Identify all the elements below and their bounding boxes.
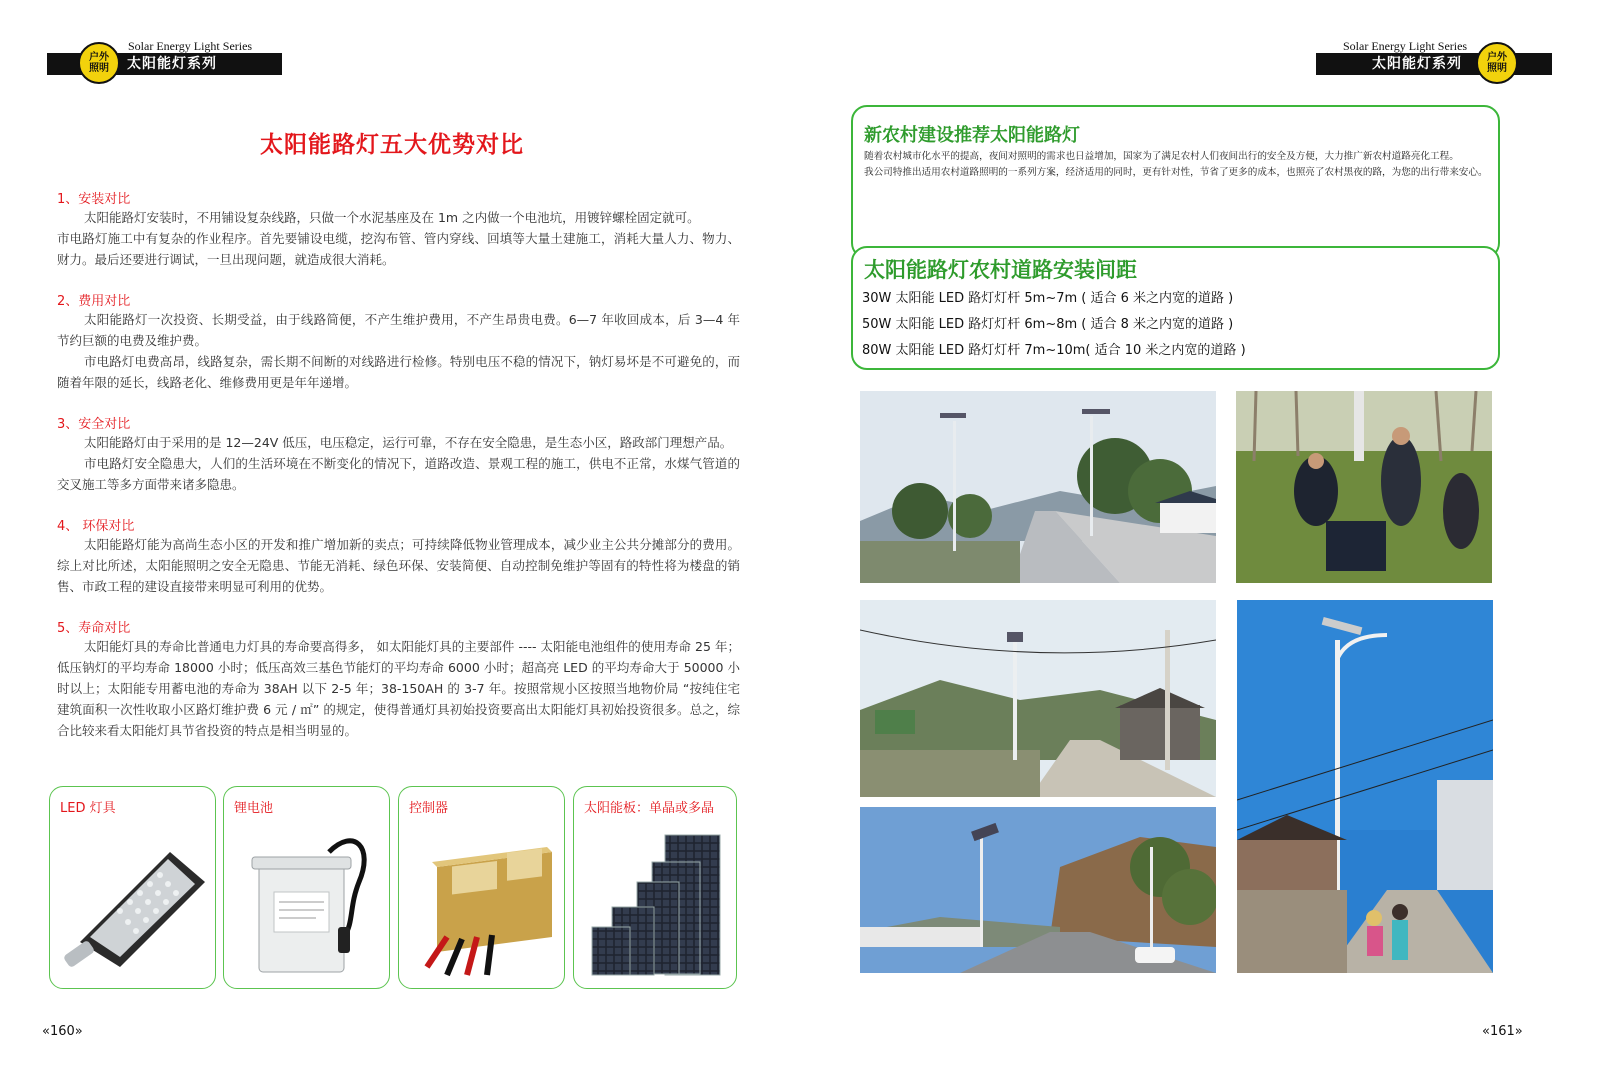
photo-workers-installing [1236, 391, 1492, 583]
logo-text: 户外照明 [89, 52, 109, 74]
section-cost [57, 290, 740, 393]
logo-badge-left [78, 42, 120, 84]
led-lamp-illustration [60, 827, 205, 977]
photo-rural-road-houses [860, 600, 1216, 797]
solar-panels-illustration [582, 827, 730, 977]
paragraph: 太阳能路灯能为高尚生态小区的开发和推广增加新的卖点；可持续降低物业管理成本，减少业主公共分摊部分的费用。综上对比所述，太阳能照明之安全无隐患、节能无消耗、绿色环保、安装简便、自动控制免维护等固有的特性将为楼盘的销售、市政工程的建设直接带来明显可利用的优势。 [57, 537, 740, 594]
section-install [57, 188, 740, 270]
install-spacing-box [851, 246, 1500, 370]
section-safety [57, 413, 740, 495]
photo-road-hills [860, 807, 1216, 973]
page-number-right: «161» [1482, 1024, 1523, 1039]
product-card-led-lamp [49, 786, 216, 989]
paragraph: 太阳能路灯安装时，不用铺设复杂线路，只做一个水泥基座及在 1m 之内做一个电池坑，用镀锌螺栓固定就可。 [84, 210, 700, 225]
rural-recommend-body [864, 149, 1492, 181]
spec-30w: 30W 太阳能 LED 路灯灯杆 5m~7m ( 适合 6 米之内宽的道路 ) [862, 291, 1234, 306]
product-label: 锂电池 [234, 801, 274, 816]
product-label: LED 灯具 [60, 801, 116, 816]
battery-illustration [234, 822, 379, 982]
paragraph: 太阳能路灯由于采用的是 12—24V 低压，电压稳定，运行可靠，不存在安全隐患，是生态小区，路政部门理想产品。 [84, 435, 733, 450]
paragraph: 随着农村城市化水平的提高，夜间对照明的需求也日益增加，国家为了满足农村人们夜间出行的安全及方便，大力推广新农村道路亮化工程。 [864, 151, 1459, 162]
advantages-content [57, 188, 740, 741]
rural-recommend-title: 新农村建设推荐太阳能路灯 [864, 125, 1080, 146]
logo-badge-right [1476, 42, 1518, 84]
spacing-spec-list [862, 286, 1246, 364]
page-number-left: «160» [42, 1024, 83, 1039]
product-label: 控制器 [409, 801, 449, 816]
section-heading: 3、安全对比 [57, 417, 131, 432]
header-series-cn-left: 太阳能灯系列 [127, 56, 217, 72]
controller-illustration [407, 827, 557, 977]
section-heading: 2、费用对比 [57, 294, 131, 309]
header-series-cn-right: 太阳能灯系列 [1372, 56, 1462, 72]
section-eco [57, 515, 740, 597]
product-card-controller [398, 786, 565, 989]
paragraph: 市电路灯电费高昂，线路复杂，需长期不间断的对线路进行检修。特别电压不稳的情况下，钠灯易坏是不可避免的，而随着年限的延长，线路老化、维修费用更是年年递增。 [57, 354, 740, 390]
logo-text: 户外照明 [1487, 52, 1507, 74]
product-card-lithium-battery [223, 786, 390, 989]
paragraph: 太阳能路灯一次投资、长期受益，由于线路简便，不产生维护费用，不产生昂贵电费。6—7 年收回成本，后 3—4 年节约巨额的电费及维护费。 [57, 312, 740, 348]
page-title: 太阳能路灯五大优势对比 [260, 132, 524, 158]
photo-village-road [860, 391, 1216, 583]
product-card-solar-panel [573, 786, 737, 989]
header-series-en-left: Solar Energy Light Series [128, 39, 253, 53]
install-spacing-title: 太阳能路灯农村道路安装间距 [864, 258, 1137, 282]
rural-recommend-box [851, 105, 1500, 259]
section-lifespan [57, 617, 740, 741]
spec-50w: 50W 太阳能 LED 路灯灯杆 6m~8m ( 适合 8 米之内宽的道路 ) [862, 317, 1234, 332]
header-series-en-right: Solar Energy Light Series [1343, 39, 1468, 53]
paragraph: 市电路灯施工中有复杂的作业程序。首先要铺设电缆，挖沟布管、管内穿线、回填等大量土建施工，消耗大量人力、物力、财力。最后还要进行调试，一旦出现问题，就造成很大消耗。 [57, 231, 740, 267]
paragraph: 我公司特推出适用农村道路照明的一系列方案，经济适用的同时，更有针对性，节省了更多的成本，也照亮了农村黑夜的路，为您的出行带来安心。 [864, 167, 1488, 178]
section-heading: 1、安装对比 [57, 192, 131, 207]
paragraph: 太阳能灯具的寿命比普通电力灯具的寿命要高得多， 如太阳能灯具的主要部件 ---- 太阳能电池组件的使用寿命 25 年；低压钠灯的平均寿命 18000 小时；低压高效三基色节能灯的平均寿命 6000 小时；超高亮 LED 的平均寿命大于 50000 小时以上；太阳能专用蓄电池的寿命为 38AH 以下 2-5 年；38-150AH 的 3-7 年。按照常规小区按照当地物价局 “按纯住宅建筑面积一次性收取小区路灯维护费 6 元 / ㎡” 的规定，使得普通灯具初始投资要高出太阳能灯具初始投资很多。总之，综合比较来看太阳能灯具节省投资的特点是相当明显的。 [57, 639, 740, 738]
paragraph: 市电路灯安全隐患大，人们的生活环境在不断变化的情况下，道路改造、景观工程的施工，供电不正常，水煤气管道的交叉施工等多方面带来诸多隐患。 [57, 456, 740, 492]
section-heading: 5、寿命对比 [57, 621, 131, 636]
photo-streetlight-village-kids [1237, 600, 1493, 973]
section-heading: 4、 环保对比 [57, 519, 135, 534]
spec-80w: 80W 太阳能 LED 路灯灯杆 7m~10m( 适合 10 米之内宽的道路 ) [862, 343, 1246, 358]
product-label: 太阳能板：单晶或多晶 [584, 801, 715, 816]
